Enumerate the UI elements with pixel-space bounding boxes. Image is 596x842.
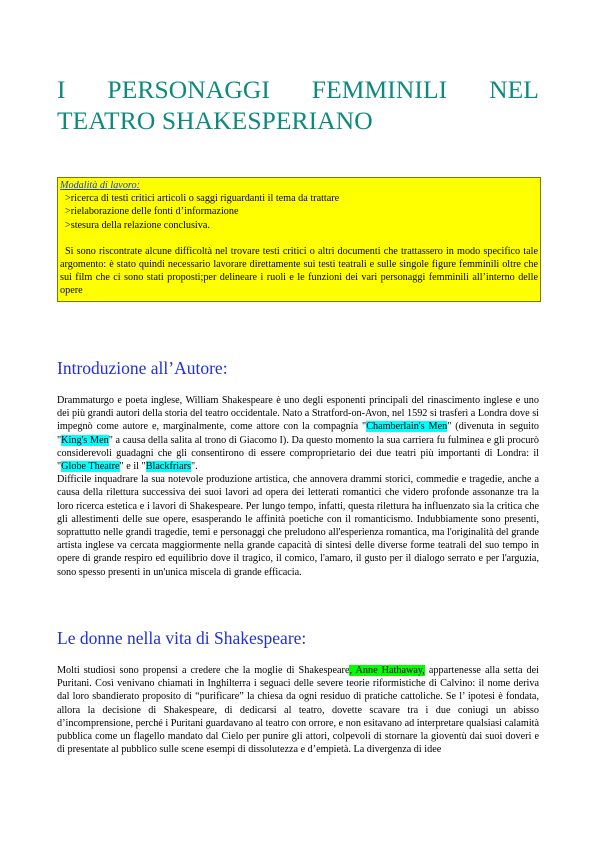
text-run: ".	[190, 461, 198, 473]
text-run: " (divenuta in seguito "	[57, 421, 539, 446]
intro-text	[57, 394, 539, 579]
text-run: Drammaturgo e poeta inglese, William Shakespeare è uno degli esponenti principali del rinascimento inglese e uno dei più grandi autori della storia del teatro occidentale. Nato a Stratford-on-Avon, nel 1592 si trasferì a Londra dove si impegnò come autore e, marginalmente, come attore con la compagnia "	[57, 395, 539, 433]
highlight-blackfriars: Blackfriars	[145, 461, 191, 473]
method-item: >rielaborazione delle fonti d’informazione	[65, 206, 239, 218]
section-heading-donne: Le donne nella vita di Shakespeare:	[57, 628, 307, 648]
donne-text	[57, 664, 539, 756]
text-run: " e il "	[119, 461, 146, 473]
highlight-anne-hathaway: , Anne Hathaway,	[349, 665, 425, 676]
method-paragraph: Si sono riscontrate alcune difficoltà nel trovare testi critici o altri documenti che trattassero in modo specifico tale argomento: è stato quindi necessario lavorare direttamente sui testi teatrali e sulle singole figure femminili oltre che sui film che ci sono stati proposti;per delineare i ruoli e le funzioni dei vari personaggi femminili all’interno delle opere	[60, 245, 538, 297]
method-heading: Modalità di lavoro:	[60, 180, 140, 191]
intro-paragraph-2: Difficile inquadrare la sua notevole produzione artistica, che annovera drammi storici, commedie e tragedie, anche a causa della rilettura successiva dei suoi lavori ad opera dei letterati romantici che videro profonde assonanze tra la loro ricerca estetica e i lavori di Shakespeare. Per lungo tempo, infatti, questa rilettura ha influenzato sia la critica che gli allestimenti delle sue opere, esasperando le affinità poetiche con il romanticismo. Indubbiamente sono presenti, soprattutto nelle grandi tragedie, temi e personaggi che preludono all'esperienza romantica, ma l'originalità del grande artista inglese va cercata maggiormente nella grande capacità di sintesi delle diverse forme teatrali del suo tempo in opere di grande respiro ed equilibrio dove il tragico, il comico, l'amaro, il gusto per il dialogo serrato e per l'arguzia, sono spesso presenti in un'unica miscela di grande efficacia.	[57, 474, 539, 578]
highlight-globe-theatre: Globe Theatre	[61, 461, 120, 473]
intro-paragraph-1	[57, 394, 539, 473]
title-word: FEMMINILI	[311, 75, 448, 104]
page-title	[57, 74, 539, 136]
donne-paragraph-1	[57, 664, 539, 756]
section-heading-intro: Introduzione all’Autore:	[57, 358, 228, 378]
method-item: >ricerca di testi critici articoli o saggi riguardanti il tema da trattare	[65, 193, 340, 205]
title-line-2: TEATRO SHAKESPERIANO	[57, 106, 373, 135]
method-item: >stesura della relazione conclusiva.	[65, 219, 210, 231]
text-run: Molti studiosi sono propensi a credere che la moglie di Shakespeare	[57, 665, 350, 676]
highlight-chamberlains-men: Chamberlain's Men	[366, 421, 448, 433]
method-box	[57, 177, 541, 302]
title-word: I	[57, 75, 66, 104]
text-run: appartenesse alla setta dei Puritani. Così venivano chiamati in Inghilterra i seguaci delle severe teorie riformistiche di Calvino: il nome deriva dal loro sbandierato proposito di “purificare” la chiesa da ogni residuo di pratiche cattoliche. Se l’ ipotesi è fondata, allora la decisione di Shakespeare, di dedicarsi al teatro, dovette scavare tra i due coniugi un abisso d’incomprensione, perché i Puritani guardavano al teatro con orrore, e non esitavano ad interpretare qualsiasi calamità pubblica come un flagello mandato dal Cielo per punire gli attori, colpevoli di stornare la gioventù dai suoi doveri e di presentate al pubblico sulle scene esempi di dissolutezza e d’empietà. La divergenza di idee	[57, 665, 539, 756]
title-line-1	[57, 74, 539, 105]
highlight-kings-men: King's Men	[61, 434, 109, 446]
text-run: " a causa della salita al trono di Giacomo I). Da questo momento la sua carriera fu fulminea e gli procurò considerevoli guadagni che gli consentirono di essere comproprietario dei due teatri più importanti di Londra: il "	[57, 434, 539, 473]
title-word: PERSONAGGI	[107, 75, 270, 104]
title-word: NEL	[489, 75, 539, 104]
